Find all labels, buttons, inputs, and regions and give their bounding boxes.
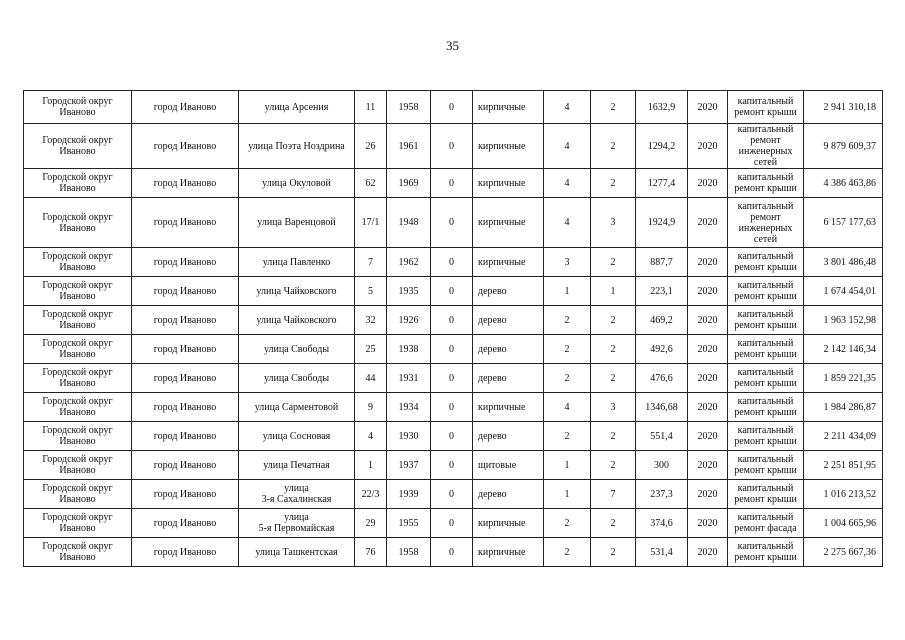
cell-entrances: 2 bbox=[591, 451, 636, 480]
cell-cost: 4 386 463,86 bbox=[804, 169, 883, 198]
cell-wall-material: дерево bbox=[473, 306, 544, 335]
cell-entrances: 2 bbox=[591, 91, 636, 124]
cell-cost: 2 941 310,18 bbox=[804, 91, 883, 124]
cell-work-type: капитальный ремонт фасада bbox=[728, 509, 804, 538]
table-row bbox=[24, 393, 883, 422]
cell-zero-col: 0 bbox=[431, 393, 473, 422]
cell-street: улица Ташкентская bbox=[239, 538, 355, 567]
cell-settlement: город Иваново bbox=[132, 91, 239, 124]
cell-entrances: 2 bbox=[591, 422, 636, 451]
cell-area: 300 bbox=[636, 451, 688, 480]
cell-year-built: 1934 bbox=[387, 393, 431, 422]
cell-settlement: город Иваново bbox=[132, 169, 239, 198]
cell-zero-col: 0 bbox=[431, 335, 473, 364]
cell-street: улица 5-я Первомайская bbox=[239, 509, 355, 538]
cell-floors: 1 bbox=[544, 480, 591, 509]
cell-repair-year: 2020 bbox=[688, 124, 728, 169]
cell-floors: 2 bbox=[544, 306, 591, 335]
cell-year-built: 1958 bbox=[387, 91, 431, 124]
cell-settlement: город Иваново bbox=[132, 538, 239, 567]
cell-work-type: капитальный ремонт крыши bbox=[728, 393, 804, 422]
table-row bbox=[24, 509, 883, 538]
cell-area: 469,2 bbox=[636, 306, 688, 335]
cell-street: улица Свободы bbox=[239, 364, 355, 393]
cell-municipality: Городской округ Иваново bbox=[24, 91, 132, 124]
page-number: 35 bbox=[446, 38, 459, 53]
cell-floors: 2 bbox=[544, 335, 591, 364]
cell-wall-material: дерево bbox=[473, 422, 544, 451]
cell-wall-material: дерево bbox=[473, 480, 544, 509]
cell-street: улица Варенцовой bbox=[239, 198, 355, 248]
cell-wall-material: кирпичные bbox=[473, 538, 544, 567]
cell-zero-col: 0 bbox=[431, 169, 473, 198]
cell-area: 1924,9 bbox=[636, 198, 688, 248]
cell-zero-col: 0 bbox=[431, 91, 473, 124]
cell-area: 1632,9 bbox=[636, 91, 688, 124]
table-row bbox=[24, 422, 883, 451]
cell-entrances: 3 bbox=[591, 393, 636, 422]
cell-floors: 2 bbox=[544, 422, 591, 451]
cell-settlement: город Иваново bbox=[132, 335, 239, 364]
table-row bbox=[24, 198, 883, 248]
cell-cost: 2 211 434,09 bbox=[804, 422, 883, 451]
cell-year-built: 1962 bbox=[387, 248, 431, 277]
cell-zero-col: 0 bbox=[431, 538, 473, 567]
cell-street: улица Чайковского bbox=[239, 306, 355, 335]
cell-work-type: капитальный ремонт крыши bbox=[728, 422, 804, 451]
cell-work-type: капитальный ремонт крыши bbox=[728, 169, 804, 198]
cell-house-number: 17/1 bbox=[355, 198, 387, 248]
cell-house-number: 1 bbox=[355, 451, 387, 480]
cell-floors: 1 bbox=[544, 451, 591, 480]
cell-zero-col: 0 bbox=[431, 364, 473, 393]
cell-year-built: 1938 bbox=[387, 335, 431, 364]
cell-repair-year: 2020 bbox=[688, 393, 728, 422]
cell-settlement: город Иваново bbox=[132, 124, 239, 169]
cell-municipality: Городской округ Иваново bbox=[24, 509, 132, 538]
cell-work-type: капитальный ремонт крыши bbox=[728, 364, 804, 393]
cell-cost: 9 879 609,37 bbox=[804, 124, 883, 169]
cell-year-built: 1955 bbox=[387, 509, 431, 538]
cell-house-number: 62 bbox=[355, 169, 387, 198]
table-row bbox=[24, 169, 883, 198]
cell-zero-col: 0 bbox=[431, 306, 473, 335]
cell-cost: 1 016 213,52 bbox=[804, 480, 883, 509]
cell-wall-material: дерево bbox=[473, 364, 544, 393]
cell-municipality: Городской округ Иваново bbox=[24, 422, 132, 451]
table-row bbox=[24, 364, 883, 393]
cell-entrances: 2 bbox=[591, 169, 636, 198]
cell-house-number: 4 bbox=[355, 422, 387, 451]
cell-cost: 1 859 221,35 bbox=[804, 364, 883, 393]
cell-floors: 4 bbox=[544, 393, 591, 422]
cell-floors: 1 bbox=[544, 277, 591, 306]
cell-wall-material: кирпичные bbox=[473, 509, 544, 538]
table-row bbox=[24, 335, 883, 364]
cell-house-number: 26 bbox=[355, 124, 387, 169]
cell-street: улица Павленко bbox=[239, 248, 355, 277]
cell-cost: 2 275 667,36 bbox=[804, 538, 883, 567]
cell-zero-col: 0 bbox=[431, 198, 473, 248]
table-body bbox=[24, 91, 883, 567]
cell-settlement: город Иваново bbox=[132, 393, 239, 422]
table-row bbox=[24, 480, 883, 509]
cell-entrances: 2 bbox=[591, 538, 636, 567]
cell-house-number: 44 bbox=[355, 364, 387, 393]
cell-year-built: 1930 bbox=[387, 422, 431, 451]
cell-area: 1277,4 bbox=[636, 169, 688, 198]
cell-settlement: город Иваново bbox=[132, 422, 239, 451]
cell-entrances: 2 bbox=[591, 509, 636, 538]
cell-street: улица Свободы bbox=[239, 335, 355, 364]
table-row bbox=[24, 124, 883, 169]
cell-street: улица Окуловой bbox=[239, 169, 355, 198]
cell-cost: 3 801 486,48 bbox=[804, 248, 883, 277]
cell-municipality: Городской округ Иваново bbox=[24, 248, 132, 277]
cell-area: 1346,68 bbox=[636, 393, 688, 422]
cell-year-built: 1935 bbox=[387, 277, 431, 306]
table-row bbox=[24, 91, 883, 124]
cell-repair-year: 2020 bbox=[688, 91, 728, 124]
cell-wall-material: кирпичные bbox=[473, 124, 544, 169]
cell-house-number: 22/3 bbox=[355, 480, 387, 509]
cell-repair-year: 2020 bbox=[688, 169, 728, 198]
cell-work-type: капитальный ремонт инженерных сетей bbox=[728, 198, 804, 248]
cell-entrances: 2 bbox=[591, 306, 636, 335]
cell-wall-material: кирпичные bbox=[473, 198, 544, 248]
cell-municipality: Городской округ Иваново bbox=[24, 277, 132, 306]
cell-repair-year: 2020 bbox=[688, 306, 728, 335]
cell-street: улица Чайковского bbox=[239, 277, 355, 306]
cell-wall-material: кирпичные bbox=[473, 91, 544, 124]
table-row bbox=[24, 538, 883, 567]
cell-area: 531,4 bbox=[636, 538, 688, 567]
cell-repair-year: 2020 bbox=[688, 451, 728, 480]
housing-repair-table bbox=[23, 90, 883, 567]
cell-wall-material: дерево bbox=[473, 277, 544, 306]
cell-wall-material: щитовые bbox=[473, 451, 544, 480]
cell-municipality: Городской округ Иваново bbox=[24, 538, 132, 567]
cell-settlement: город Иваново bbox=[132, 248, 239, 277]
cell-zero-col: 0 bbox=[431, 248, 473, 277]
cell-cost: 1 984 286,87 bbox=[804, 393, 883, 422]
cell-street: улица 3-я Сахалинская bbox=[239, 480, 355, 509]
cell-area: 374,6 bbox=[636, 509, 688, 538]
cell-work-type: капитальный ремонт крыши bbox=[728, 277, 804, 306]
cell-repair-year: 2020 bbox=[688, 422, 728, 451]
cell-house-number: 76 bbox=[355, 538, 387, 567]
cell-municipality: Городской округ Иваново bbox=[24, 198, 132, 248]
cell-work-type: капитальный ремонт крыши bbox=[728, 538, 804, 567]
cell-street: улица Сосновая bbox=[239, 422, 355, 451]
cell-floors: 4 bbox=[544, 198, 591, 248]
cell-area: 1294,2 bbox=[636, 124, 688, 169]
cell-floors: 4 bbox=[544, 91, 591, 124]
cell-entrances: 7 bbox=[591, 480, 636, 509]
cell-entrances: 2 bbox=[591, 248, 636, 277]
cell-settlement: город Иваново bbox=[132, 480, 239, 509]
cell-floors: 4 bbox=[544, 124, 591, 169]
cell-settlement: город Иваново bbox=[132, 364, 239, 393]
cell-work-type: капитальный ремонт крыши bbox=[728, 306, 804, 335]
cell-house-number: 25 bbox=[355, 335, 387, 364]
cell-repair-year: 2020 bbox=[688, 335, 728, 364]
cell-year-built: 1939 bbox=[387, 480, 431, 509]
cell-municipality: Городской округ Иваново bbox=[24, 393, 132, 422]
cell-year-built: 1926 bbox=[387, 306, 431, 335]
cell-work-type: капитальный ремонт крыши bbox=[728, 335, 804, 364]
cell-wall-material: кирпичные bbox=[473, 169, 544, 198]
cell-year-built: 1948 bbox=[387, 198, 431, 248]
cell-house-number: 9 bbox=[355, 393, 387, 422]
table-row bbox=[24, 248, 883, 277]
cell-year-built: 1931 bbox=[387, 364, 431, 393]
cell-floors: 3 bbox=[544, 248, 591, 277]
cell-settlement: город Иваново bbox=[132, 509, 239, 538]
table-row bbox=[24, 451, 883, 480]
cell-repair-year: 2020 bbox=[688, 538, 728, 567]
cell-floors: 4 bbox=[544, 169, 591, 198]
cell-municipality: Городской округ Иваново bbox=[24, 306, 132, 335]
cell-cost: 2 142 146,34 bbox=[804, 335, 883, 364]
cell-area: 237,3 bbox=[636, 480, 688, 509]
cell-cost: 1 674 454,01 bbox=[804, 277, 883, 306]
cell-municipality: Городской округ Иваново bbox=[24, 451, 132, 480]
cell-street: улица Арсения bbox=[239, 91, 355, 124]
cell-street: улица Поэта Ноздрина bbox=[239, 124, 355, 169]
cell-street: улица Сарментовой bbox=[239, 393, 355, 422]
cell-floors: 2 bbox=[544, 538, 591, 567]
cell-entrances: 2 bbox=[591, 124, 636, 169]
table-row bbox=[24, 277, 883, 306]
cell-repair-year: 2020 bbox=[688, 248, 728, 277]
cell-work-type: капитальный ремонт крыши bbox=[728, 248, 804, 277]
cell-year-built: 1969 bbox=[387, 169, 431, 198]
cell-municipality: Городской округ Иваново bbox=[24, 124, 132, 169]
cell-repair-year: 2020 bbox=[688, 509, 728, 538]
cell-repair-year: 2020 bbox=[688, 364, 728, 393]
cell-repair-year: 2020 bbox=[688, 480, 728, 509]
cell-area: 551,4 bbox=[636, 422, 688, 451]
cell-entrances: 2 bbox=[591, 364, 636, 393]
cell-house-number: 7 bbox=[355, 248, 387, 277]
cell-area: 887,7 bbox=[636, 248, 688, 277]
cell-house-number: 29 bbox=[355, 509, 387, 538]
cell-cost: 2 251 851,95 bbox=[804, 451, 883, 480]
cell-work-type: капитальный ремонт крыши bbox=[728, 451, 804, 480]
cell-wall-material: кирпичные bbox=[473, 248, 544, 277]
cell-area: 492,6 bbox=[636, 335, 688, 364]
cell-area: 476,6 bbox=[636, 364, 688, 393]
cell-entrances: 1 bbox=[591, 277, 636, 306]
cell-year-built: 1961 bbox=[387, 124, 431, 169]
cell-work-type: капитальный ремонт инженерных сетей bbox=[728, 124, 804, 169]
cell-street: улица Печатная bbox=[239, 451, 355, 480]
cell-work-type: капитальный ремонт крыши bbox=[728, 480, 804, 509]
cell-house-number: 11 bbox=[355, 91, 387, 124]
cell-year-built: 1937 bbox=[387, 451, 431, 480]
cell-zero-col: 0 bbox=[431, 451, 473, 480]
cell-municipality: Городской округ Иваново bbox=[24, 335, 132, 364]
cell-municipality: Городской округ Иваново bbox=[24, 480, 132, 509]
cell-municipality: Городской округ Иваново bbox=[24, 169, 132, 198]
cell-area: 223,1 bbox=[636, 277, 688, 306]
cell-settlement: город Иваново bbox=[132, 306, 239, 335]
cell-municipality: Городской округ Иваново bbox=[24, 364, 132, 393]
cell-zero-col: 0 bbox=[431, 509, 473, 538]
cell-cost: 6 157 177,63 bbox=[804, 198, 883, 248]
cell-work-type: капитальный ремонт крыши bbox=[728, 91, 804, 124]
cell-house-number: 32 bbox=[355, 306, 387, 335]
cell-floors: 2 bbox=[544, 364, 591, 393]
cell-house-number: 5 bbox=[355, 277, 387, 306]
cell-zero-col: 0 bbox=[431, 277, 473, 306]
cell-cost: 1 963 152,98 bbox=[804, 306, 883, 335]
cell-settlement: город Иваново bbox=[132, 451, 239, 480]
cell-wall-material: дерево bbox=[473, 335, 544, 364]
cell-entrances: 2 bbox=[591, 335, 636, 364]
table-row bbox=[24, 306, 883, 335]
cell-settlement: город Иваново bbox=[132, 198, 239, 248]
cell-zero-col: 0 bbox=[431, 480, 473, 509]
cell-cost: 1 004 665,96 bbox=[804, 509, 883, 538]
cell-zero-col: 0 bbox=[431, 124, 473, 169]
cell-year-built: 1958 bbox=[387, 538, 431, 567]
cell-zero-col: 0 bbox=[431, 422, 473, 451]
cell-repair-year: 2020 bbox=[688, 277, 728, 306]
cell-entrances: 3 bbox=[591, 198, 636, 248]
cell-wall-material: кирпичные bbox=[473, 393, 544, 422]
cell-floors: 2 bbox=[544, 509, 591, 538]
cell-settlement: город Иваново bbox=[132, 277, 239, 306]
cell-repair-year: 2020 bbox=[688, 198, 728, 248]
